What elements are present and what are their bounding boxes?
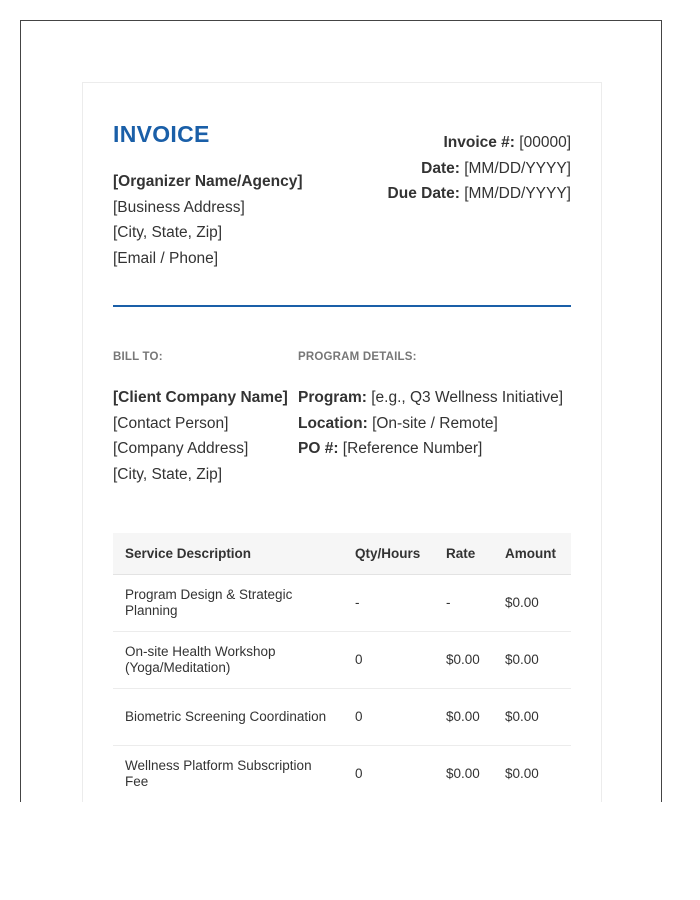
invoice-number-line (388, 130, 571, 156)
table-row (113, 745, 571, 802)
location-label: Location: (298, 414, 368, 432)
invoice-sheet (82, 82, 602, 802)
program-details-heading: PROGRAM DETAILS: (298, 351, 417, 363)
po-value: [Reference Number] (342, 440, 483, 457)
invoice-due-value: [MM/DD/YYYY] (464, 185, 571, 202)
services-table (113, 533, 571, 802)
bill-to-heading: BILL TO: (113, 351, 163, 363)
organizer-address: [Business Address] (113, 198, 245, 216)
invoice-number-label: Invoice #: (443, 134, 515, 151)
location-value: [On-site / Remote] (372, 414, 498, 432)
service-description-cell: Wellness Platform Subscription Fee (113, 745, 343, 802)
qty-cell: - (343, 574, 434, 631)
po-line (298, 436, 563, 462)
qty-cell: 0 (343, 688, 434, 745)
column-header-qty: Qty/Hours (343, 533, 434, 574)
organizer-name: [Organizer Name/Agency] (113, 173, 303, 190)
amount-cell: $0.00 (493, 745, 571, 802)
invoice-title: INVOICE (113, 121, 210, 147)
header-divider (113, 305, 571, 307)
client-city: [City, State, Zip] (113, 465, 223, 483)
invoice-date-value: [MM/DD/YYYY] (464, 159, 571, 177)
invoice-meta (388, 130, 571, 207)
table-row (113, 631, 571, 688)
table-row (113, 574, 571, 631)
program-value: [e.g., Q3 Wellness Initiative] (371, 389, 564, 406)
bill-to-block (113, 385, 288, 487)
qty-cell: 0 (343, 631, 434, 688)
invoice-number-value: [00000] (519, 134, 571, 151)
invoice-due-label: Due Date: (387, 185, 460, 202)
program-label: Program: (298, 389, 367, 406)
amount-cell: $0.00 (493, 688, 571, 745)
location-line (298, 411, 563, 437)
table-header-row (113, 533, 571, 574)
client-company-address: [Company Address] (113, 440, 249, 457)
document-viewport (20, 20, 662, 802)
column-header-amount: Amount (493, 533, 571, 574)
service-description-cell: On-site Health Workshop (Yoga/Meditation) (113, 631, 343, 688)
invoice-date-label: Date: (421, 159, 460, 177)
table-row (113, 688, 571, 745)
organizer-block (113, 169, 303, 271)
rate-cell: $0.00 (434, 631, 493, 688)
column-header-description: Service Description (113, 533, 343, 574)
rate-cell: $0.00 (434, 688, 493, 745)
organizer-city: [City, State, Zip] (113, 224, 223, 241)
program-line (298, 385, 563, 411)
rate-cell: $0.00 (434, 745, 493, 802)
program-details-block (298, 385, 563, 462)
qty-cell: 0 (343, 745, 434, 802)
client-contact-person: [Contact Person] (113, 414, 229, 432)
column-header-rate: Rate (434, 533, 493, 574)
amount-cell: $0.00 (493, 631, 571, 688)
service-description-cell: Program Design & Strategic Planning (113, 574, 343, 631)
invoice-due-line (388, 181, 571, 207)
client-company-name: [Client Company Name] (113, 389, 288, 406)
amount-cell: $0.00 (493, 574, 571, 631)
invoice-date-line (388, 156, 571, 182)
po-label: PO #: (298, 440, 339, 457)
rate-cell: - (434, 574, 493, 631)
organizer-contact: [Email / Phone] (113, 249, 219, 267)
service-description-cell: Biometric Screening Coordination (113, 688, 343, 745)
